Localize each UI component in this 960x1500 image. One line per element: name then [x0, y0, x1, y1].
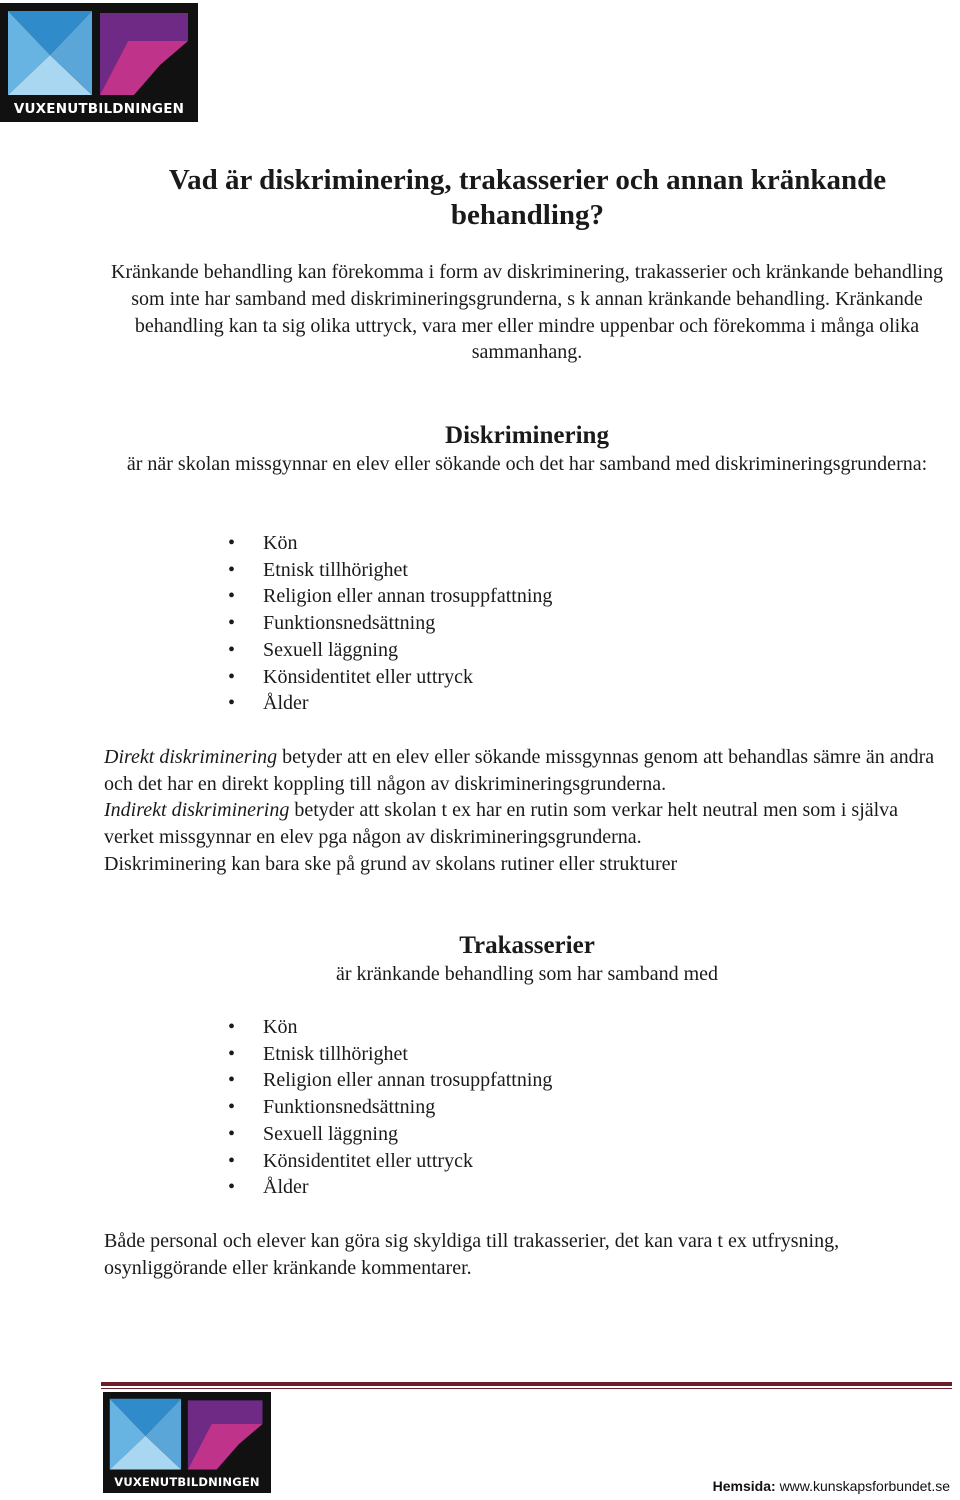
website-label: Hemsida: — [712, 1478, 776, 1494]
logo-brand-text: VUXENUTBILDNINGEN — [114, 1475, 260, 1489]
intro-paragraph: Kränkande behandling kan förekomma i form av diskriminering, trakasserier och kränkande behandling som inte har samband med diskrimineringsgrunderna, s k annan kränkande behandling. Kränkande behandling kan ta sig olika uttryck, vara mer eller mindre uppenbar och förekomma i många olika sammanhang. — [111, 261, 943, 364]
list-item: • Religion eller annan trosuppfattning — [228, 585, 553, 608]
indirect-discrimination-term: Indirekt diskriminering — [104, 799, 290, 822]
footer-divider — [101, 1382, 952, 1386]
list-item: • Funktionsnedsättning — [228, 612, 436, 635]
list-item: • Sexuell läggning — [228, 638, 398, 661]
logo-brand-text: VUXENUTBILDNINGEN — [13, 101, 185, 117]
list-item: • Religion eller annan trosuppfattning — [228, 1069, 553, 1092]
direct-discrimination-term: Direkt diskriminering — [104, 746, 278, 768]
harassment-heading: Trakasserier — [459, 932, 595, 959]
list-item: • Etnisk tillhörighet — [228, 1042, 408, 1065]
website-link[interactable]: www.kunskapsforbundet.se — [779, 1478, 950, 1494]
list-item: • Kön — [228, 532, 298, 554]
harassment-subtitle: är kränkande behandling som har samband med — [335, 963, 719, 985]
harassment-grounds-list — [228, 1014, 553, 1201]
discrimination-definitions — [104, 744, 944, 878]
list-item: • Ålder — [228, 1176, 309, 1199]
footer-divider-thin — [101, 1388, 952, 1389]
discrimination-heading: Diskriminering — [445, 422, 609, 449]
list-item: • Könsidentitet eller uttryck — [228, 1149, 473, 1172]
list-item: • Ålder — [228, 692, 309, 715]
discrimination-closing: Diskriminering kan bara ske på grund av skolans rutiner eller strukturer — [104, 852, 678, 875]
list-item: • Sexuell läggning — [228, 1122, 398, 1145]
harassment-closing: Både personal och elever kan göra sig skyldiga till trakasserier, det kan vara t ex utfrysning, osynliggörande eller kränkande kommentarer. — [104, 1230, 840, 1279]
logo-mark — [0, 3, 198, 98]
direct-discrimination-paragraph: Direkt diskriminering betyder att en elev eller sökande missgynnas genom att behandlas sämre än andra och det har en direkt koppling till någon av diskrimineringsgrunderna. — [104, 746, 935, 795]
website-info — [713, 1478, 950, 1494]
logo-top — [0, 3, 198, 122]
logo-mark — [103, 1392, 271, 1472]
discrimination-grounds-list — [228, 530, 553, 717]
indirect-discrimination-paragraph: Indirekt diskriminering betyder att skolan t ex har en rutin som verkar helt neutral men som i själva verket missgynnar en elev pga någon av diskrimineringsgrunderna. — [104, 799, 899, 849]
list-item: • Funktionsnedsättning — [228, 1096, 436, 1119]
page-title: Vad är diskriminering, trakasserier och annan kränkande behandling? — [168, 164, 887, 231]
list-item: • Kön — [228, 1016, 298, 1038]
logo-bottom — [103, 1392, 271, 1493]
list-item: • Etnisk tillhörighet — [228, 558, 408, 581]
discrimination-subtitle: är när skolan missgynnar en elev eller sökande och det har samband med diskrimineringsgrunderna: — [126, 453, 928, 475]
list-item: • Könsidentitet eller uttryck — [228, 665, 473, 688]
